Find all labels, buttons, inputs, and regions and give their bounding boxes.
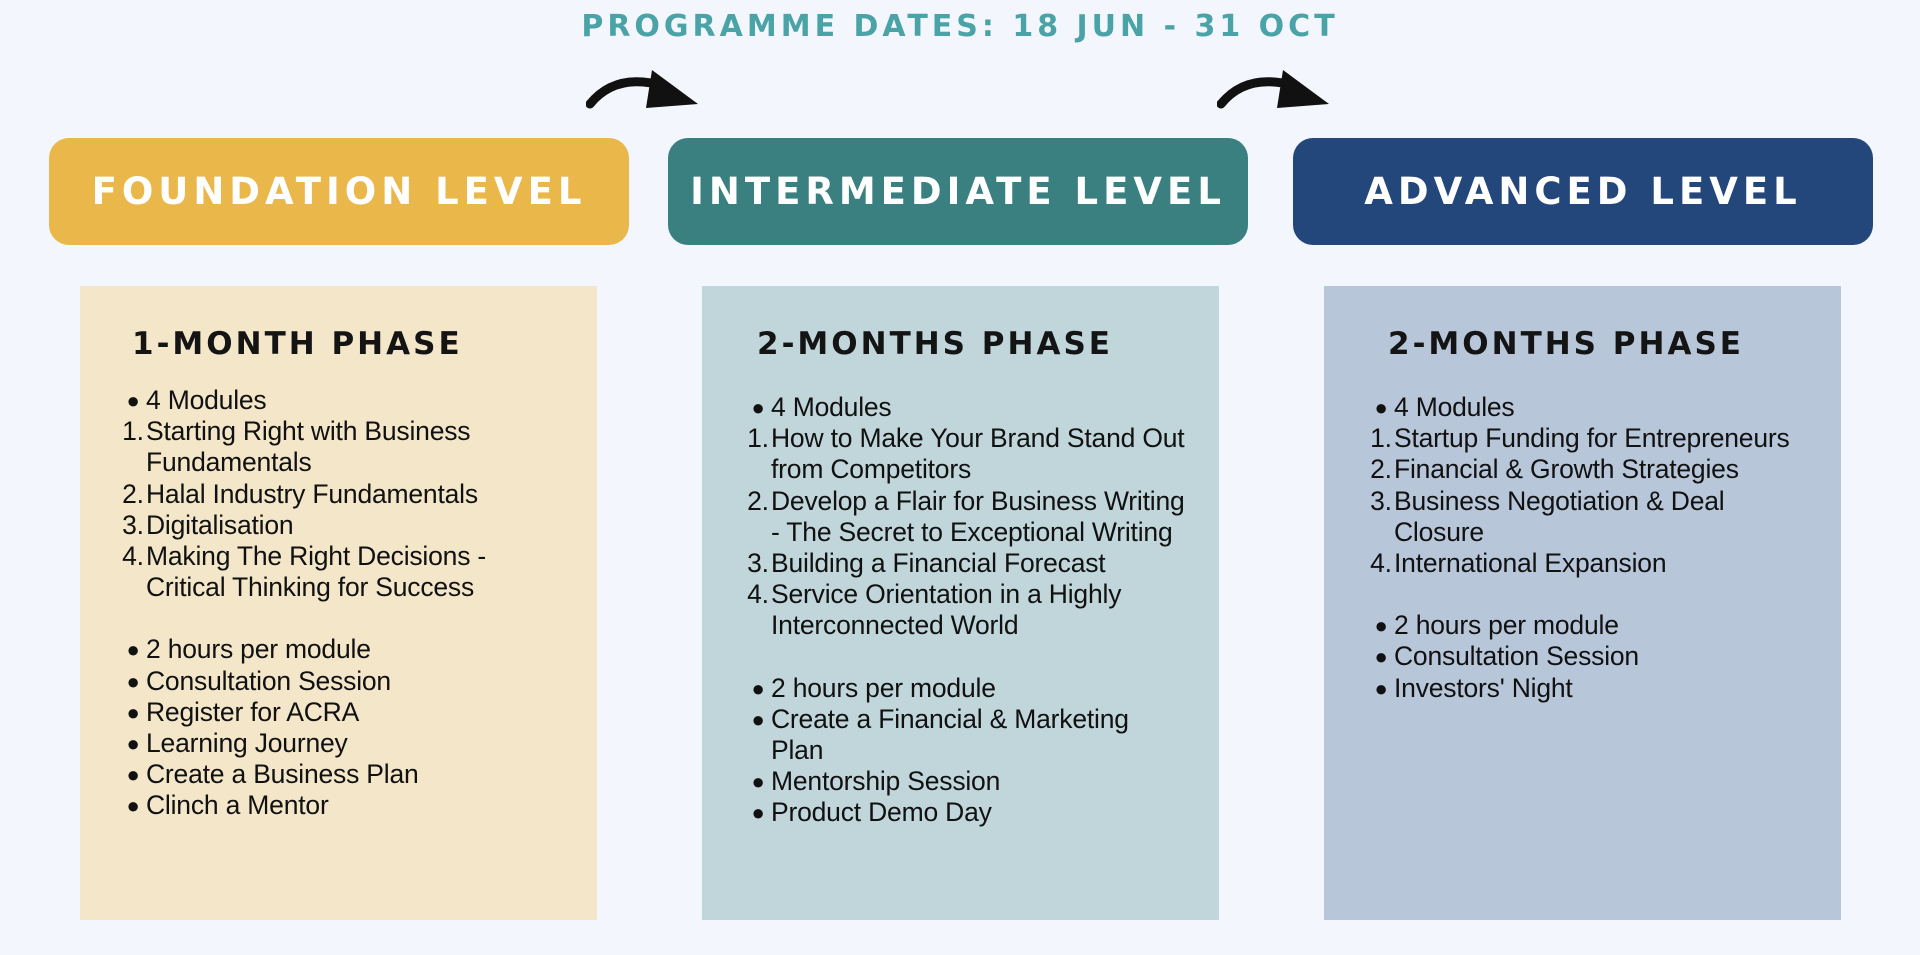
programme-dates-title: PROGRAMME DATES: 18 JUN - 31 OCT bbox=[581, 9, 1339, 44]
module-list bbox=[745, 392, 1185, 829]
module-item: 2. Halal Industry Fundamentals bbox=[122, 478, 478, 509]
intermediate-level-header: INTERMEDIATE LEVEL bbox=[668, 138, 1248, 245]
list-item: ● 2 hours per module bbox=[126, 634, 371, 665]
module-item: 2. Develop a Flair for Business Writing - The Secret to Exceptional Writing bbox=[747, 485, 1185, 547]
module-list bbox=[120, 385, 560, 822]
list-item: ● Mentorship Session bbox=[751, 766, 1001, 797]
module-item: 2. Financial & Growth Strategies bbox=[1370, 454, 1739, 485]
foundation-level-header: FOUNDATION LEVEL bbox=[49, 138, 629, 245]
module-item: 1. How to Make Your Brand Stand Out from Competitors bbox=[747, 423, 1185, 485]
curved-arrow-right-icon bbox=[1217, 64, 1337, 116]
advanced-card bbox=[1324, 286, 1841, 920]
list-item: ● Product Demo Day bbox=[751, 797, 992, 828]
list-item: ● Learning Journey bbox=[126, 728, 348, 759]
list-item: ● 4 Modules bbox=[126, 385, 267, 415]
list-item: ● 4 Modules bbox=[1374, 392, 1515, 422]
list-item: ● Consultation Session bbox=[1374, 641, 1639, 672]
phase-title: 2-MONTHS PHASE bbox=[1388, 326, 1744, 362]
phase-title: 2-MONTHS PHASE bbox=[757, 326, 1113, 362]
list-item: ● Create a Financial & Marketing Plan bbox=[751, 703, 1129, 766]
module-item: 1. Startup Funding for Entrepreneurs bbox=[1370, 423, 1790, 454]
list-item: ● Investors' Night bbox=[1374, 672, 1573, 703]
curved-arrow-right-icon bbox=[586, 64, 706, 116]
list-item: ● Clinch a Mentor bbox=[126, 790, 329, 821]
list-item: ● Consultation Session bbox=[126, 665, 391, 696]
intermediate-card bbox=[702, 286, 1219, 920]
list-item: ● 4 Modules bbox=[751, 392, 892, 422]
module-item: 4. Service Orientation in a Highly Interconnected World bbox=[747, 579, 1122, 641]
foundation-card bbox=[80, 286, 597, 920]
module-item: 4. International Expansion bbox=[1370, 548, 1667, 579]
advanced-level-header: ADVANCED LEVEL bbox=[1293, 138, 1873, 245]
module-item: 3. Building a Financial Forecast bbox=[747, 548, 1106, 579]
module-item: 4. Making The Right Decisions - Critical Thinking for Success bbox=[122, 541, 487, 603]
list-item: ● Register for ACRA bbox=[126, 696, 360, 727]
module-item: 3. Digitalisation bbox=[122, 509, 294, 540]
list-item: ● Create a Business Plan bbox=[126, 759, 419, 790]
list-item: ● 2 hours per module bbox=[1374, 610, 1619, 641]
phase-title: 1-MONTH PHASE bbox=[132, 326, 463, 362]
module-list bbox=[1368, 392, 1808, 704]
module-item: 3. Business Negotiation & Deal Closure bbox=[1370, 485, 1725, 547]
module-item: 1. Starting Right with Business Fundamentals bbox=[122, 416, 471, 478]
list-item: ● 2 hours per module bbox=[751, 672, 996, 703]
